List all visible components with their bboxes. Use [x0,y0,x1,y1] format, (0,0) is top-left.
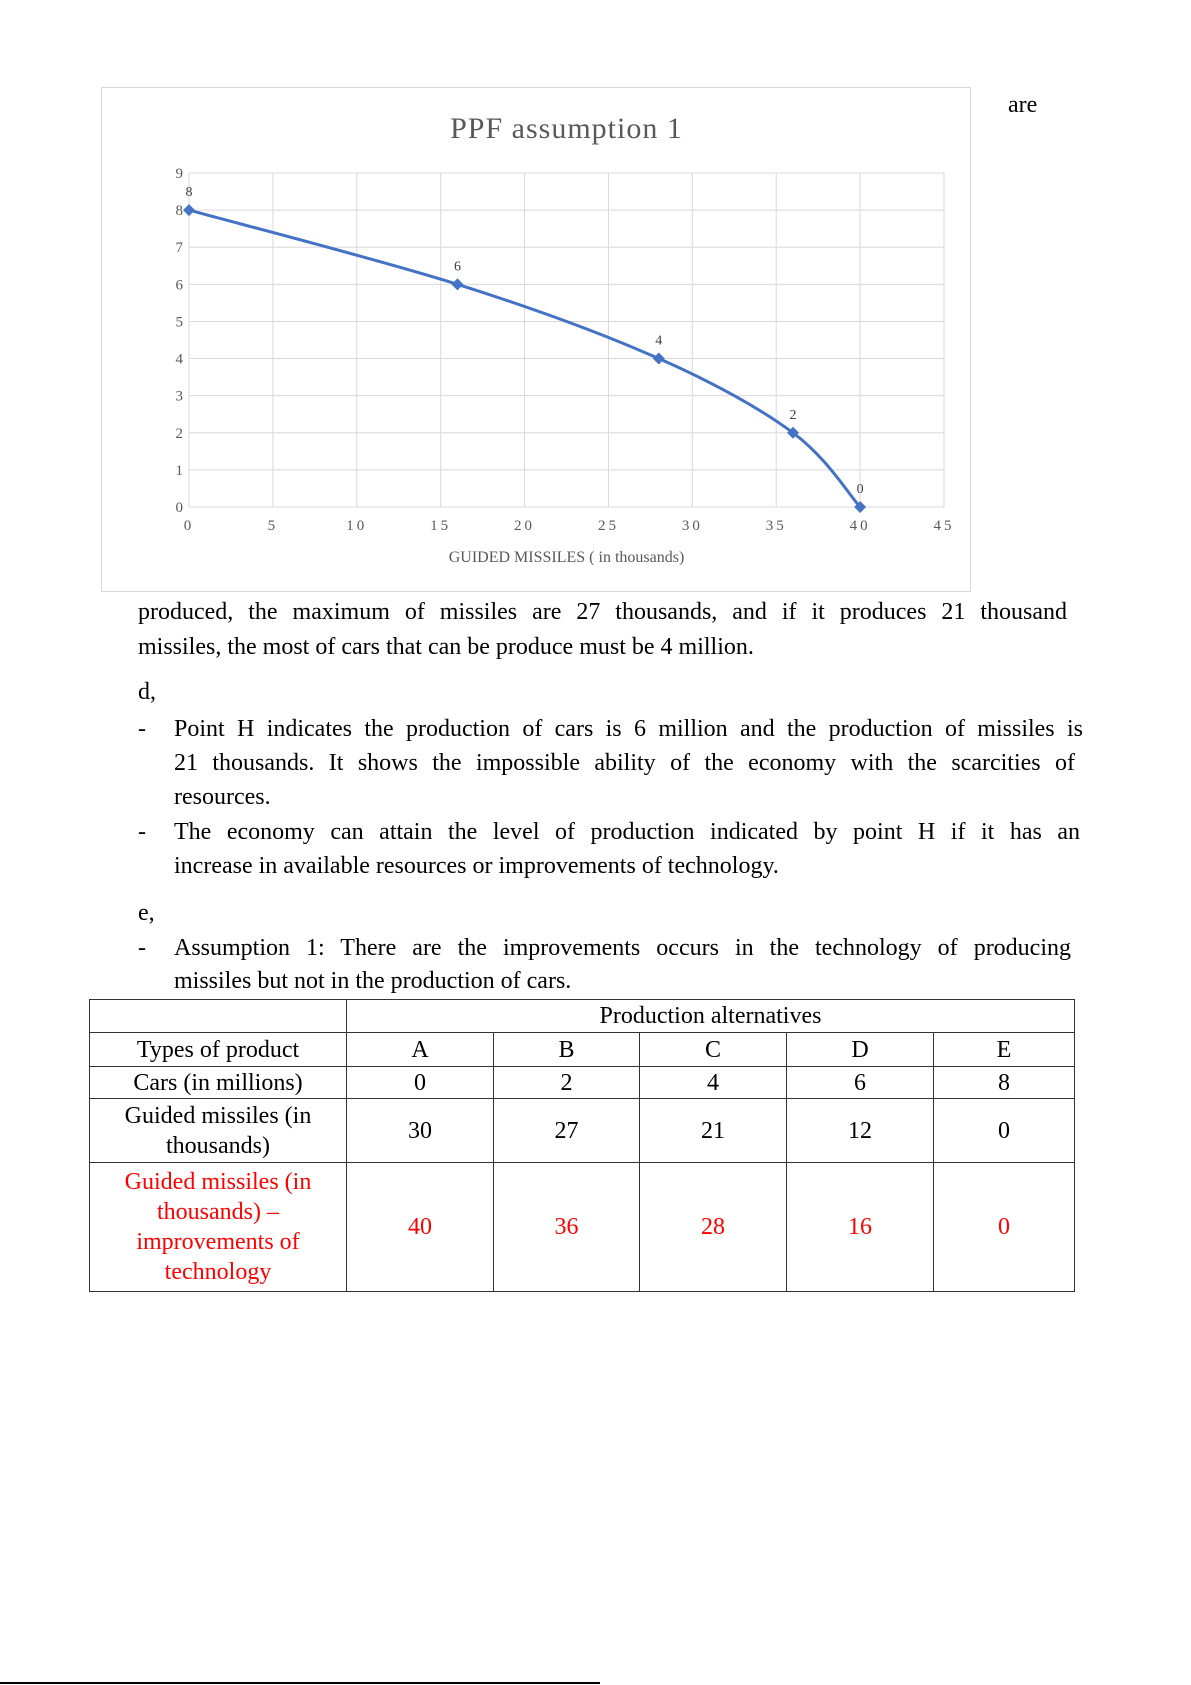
row-label: Guided missiles (in thousands) [90,1099,347,1163]
cell: 40 [347,1163,494,1292]
y-tick-label: 5 [175,314,183,331]
y-tick-label: 0 [175,500,183,516]
x-axis-label: GUIDED MISSILES ( in thousands) [448,549,685,566]
d-bullet-1-line-2: 21 thousands. It shows the impossible ability of the economy with the scarcities of [174,750,1075,776]
x-tick-label: 0 [183,518,195,534]
cell: 36 [494,1163,640,1292]
cell: 4 [640,1067,787,1099]
data-label: 6 [453,259,461,275]
data-point-marker [183,204,195,216]
column-header: E [934,1033,1075,1067]
row-label: Guided missiles (in thousands) – improvements of technology [90,1163,347,1292]
data-label: 4 [655,333,663,349]
page-bottom-rule [0,1682,600,1684]
table-row [90,1033,1075,1067]
y-tick-label: 4 [175,351,183,368]
data-point-marker [451,278,463,290]
x-tick-label: 40 [849,518,871,534]
bullet-dash: - [138,716,146,742]
cell: 16 [787,1163,934,1292]
table-row [90,1099,1075,1163]
cell: 0 [347,1067,494,1099]
para-line-1: produced, the maximum of missiles are 27 thousands, and if it produces 21 thousand [138,599,1067,625]
cell: 8 [934,1067,1075,1099]
data-label: 8 [185,185,193,201]
x-tick-label: 5 [267,518,279,534]
production-table [89,999,1075,1292]
ppf-chart [101,87,971,592]
cell: 6 [787,1067,934,1099]
d-bullet-1-line-1: Point H indicates the production of cars is 6 million and the production of missiles is [174,716,1083,742]
x-tick-label: 35 [765,518,787,534]
y-tick-label: 6 [175,277,183,294]
data-point-marker [653,353,665,365]
table-row [90,1163,1075,1292]
cell: 0 [934,1163,1075,1292]
d-bullet-1-line-3: resources. [174,784,271,810]
chart-svg [102,88,972,593]
x-tick-label: 25 [597,518,619,534]
column-header: D [787,1033,934,1067]
table-header: Production alternatives [347,1000,1075,1033]
d-bullet-2-line-1: The economy can attain the level of production indicated by point H if it has an [174,819,1080,845]
bullet-dash: - [138,819,146,845]
chart-title: PPF assumption 1 [450,112,683,145]
column-header: A [347,1033,494,1067]
e-bullet-1-line-1: Assumption 1: There are the improvements occurs in the technology of producing [174,935,1071,961]
x-tick-label: 15 [430,518,452,534]
y-tick-label: 8 [175,203,183,220]
table-row [90,1067,1075,1099]
bullet-dash: - [138,935,146,961]
cell: 28 [640,1163,787,1292]
column-header: B [494,1033,640,1067]
para-line-2: missiles, the most of cars that can be produce must be 4 million. [138,634,754,660]
y-tick-label: 2 [175,425,183,442]
side-text: are [1008,92,1038,118]
y-tick-label: 9 [175,166,183,182]
y-tick-label: 3 [175,388,183,405]
x-tick-label: 30 [681,518,703,534]
d-bullet-2-line-2: increase in available resources or improvements of technology. [174,853,779,879]
y-tick-label: 1 [175,462,183,479]
x-tick-label: 45 [933,518,955,534]
column-header: Types of product [90,1033,347,1067]
cell: 30 [347,1099,494,1163]
e-bullet-1-line-2: missiles but not in the production of cars. [174,968,572,994]
cell: 2 [494,1067,640,1099]
cell: 21 [640,1099,787,1163]
data-label: 0 [856,482,864,497]
x-tick-label: 10 [346,518,368,534]
x-tick-label: 20 [514,518,536,534]
data-label: 2 [789,407,797,423]
label-e: e, [138,900,155,926]
cell: 12 [787,1099,934,1163]
label-d: d, [138,679,156,705]
column-header: C [640,1033,787,1067]
y-tick-label: 7 [175,240,183,257]
cell: 0 [934,1099,1075,1163]
cell: 27 [494,1099,640,1163]
row-label: Cars (in millions) [90,1067,347,1099]
